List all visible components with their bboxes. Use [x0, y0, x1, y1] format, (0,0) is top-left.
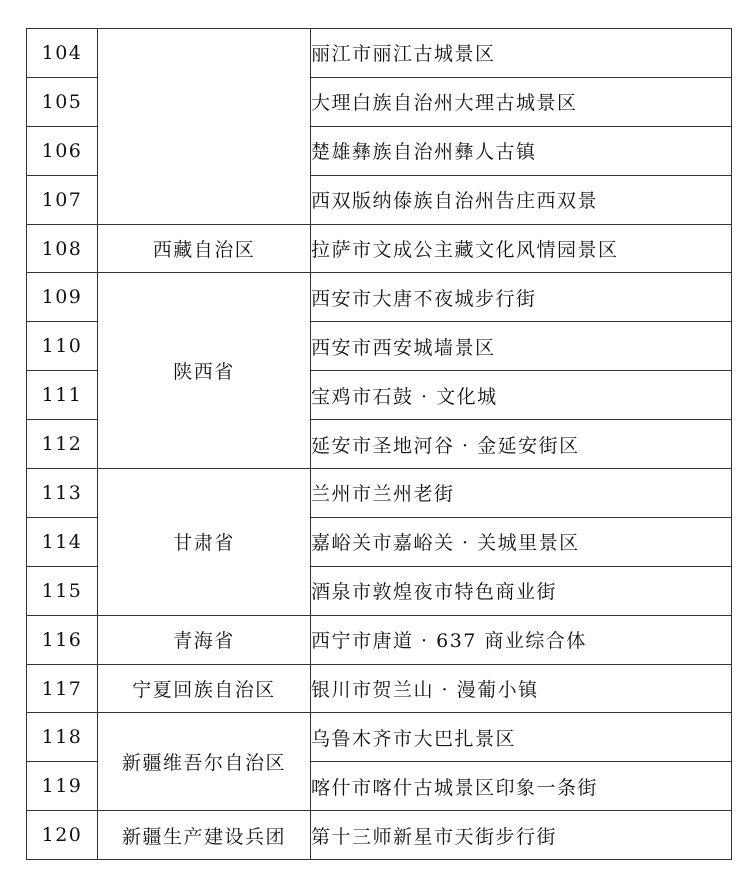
province-cell: 新疆生产建设兵团 [98, 811, 311, 860]
row-number: 116 [27, 615, 98, 664]
table-row [27, 664, 732, 713]
row-number: 105 [27, 77, 98, 126]
row-number: 106 [27, 126, 98, 175]
table-row [27, 273, 732, 322]
row-number: 109 [27, 273, 98, 322]
site-name: 延安市圣地河谷 · 金延安街区 [311, 420, 732, 469]
site-name: 乌鲁木齐市大巴扎景区 [311, 713, 732, 762]
row-number: 104 [27, 29, 98, 78]
row-number: 118 [27, 713, 98, 762]
province-cell-continued [98, 29, 311, 225]
site-name: 西安市大唐不夜城步行街 [311, 273, 732, 322]
site-name: 酒泉市敦煌夜市特色商业街 [311, 566, 732, 615]
row-number: 112 [27, 420, 98, 469]
site-name: 西安市西安城墙景区 [311, 322, 732, 371]
province-cell: 西藏自治区 [98, 224, 311, 273]
site-name: 宝鸡市石鼓 · 文化城 [311, 371, 732, 420]
site-name: 拉萨市文成公主藏文化风情园景区 [311, 224, 732, 273]
site-name: 第十三师新星市天街步行街 [311, 811, 732, 860]
row-number: 114 [27, 517, 98, 566]
row-number: 119 [27, 762, 98, 811]
site-name: 嘉峪关市嘉峪关 · 关城里景区 [311, 517, 732, 566]
row-number: 111 [27, 371, 98, 420]
row-number: 107 [27, 175, 98, 224]
province-cell: 青海省 [98, 615, 311, 664]
site-name: 喀什市喀什古城景区印象一条街 [311, 762, 732, 811]
row-number: 120 [27, 811, 98, 860]
province-cell: 宁夏回族自治区 [98, 664, 311, 713]
row-number: 115 [27, 566, 98, 615]
row-number: 117 [27, 664, 98, 713]
province-cell: 新疆维吾尔自治区 [98, 713, 311, 811]
province-cell: 陕西省 [98, 273, 311, 469]
table-row [27, 811, 732, 860]
row-number: 110 [27, 322, 98, 371]
province-cell: 甘肃省 [98, 469, 311, 616]
site-name: 西双版纳傣族自治州告庄西双景 [311, 175, 732, 224]
scenic-area-table [26, 28, 732, 860]
site-name: 西宁市唐道 · 637 商业综合体 [311, 615, 732, 664]
site-name: 大理白族自治州大理古城景区 [311, 77, 732, 126]
site-name: 丽江市丽江古城景区 [311, 29, 732, 78]
table-row [27, 224, 732, 273]
row-number: 108 [27, 224, 98, 273]
table-row [27, 29, 732, 78]
table-row [27, 469, 732, 518]
table-row [27, 713, 732, 762]
row-number: 113 [27, 469, 98, 518]
table-row [27, 615, 732, 664]
site-name: 兰州市兰州老街 [311, 469, 732, 518]
site-name: 楚雄彝族自治州彝人古镇 [311, 126, 732, 175]
site-name: 银川市贺兰山 · 漫葡小镇 [311, 664, 732, 713]
